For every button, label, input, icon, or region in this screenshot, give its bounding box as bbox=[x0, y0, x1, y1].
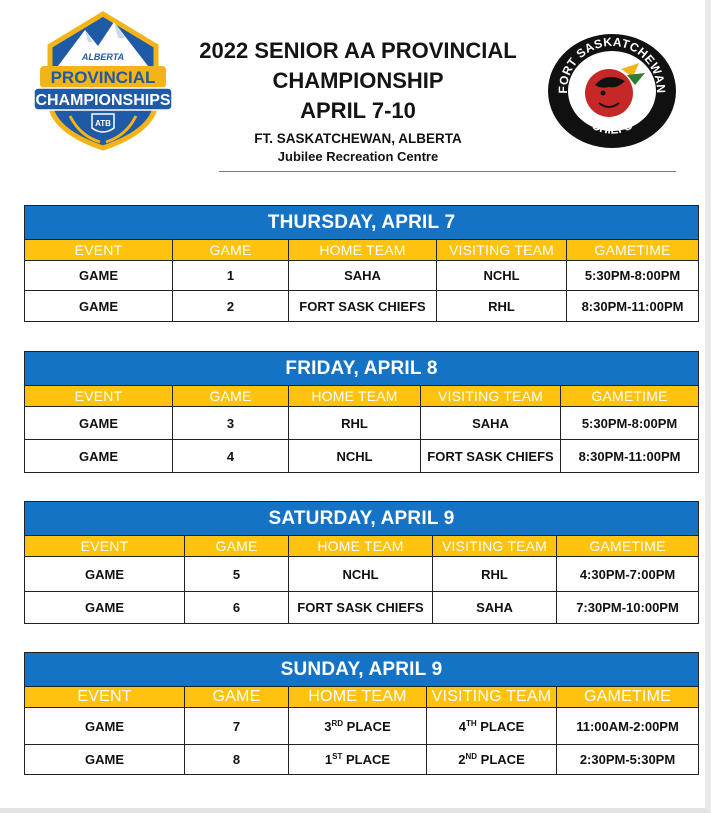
place-number: 1 bbox=[324, 752, 333, 767]
schedule-table-sunday bbox=[24, 652, 699, 775]
cell-visiting: RHL bbox=[437, 291, 567, 322]
cell-event: GAME bbox=[25, 708, 185, 745]
table-row bbox=[25, 592, 699, 624]
location-text: FT. SASKATCHEWAN, ALBERTA bbox=[254, 131, 462, 146]
table-row bbox=[25, 261, 699, 291]
cell-event: GAME bbox=[25, 440, 173, 473]
table-row bbox=[25, 407, 699, 440]
col-header-visiting-team: VISITING TEAM bbox=[437, 240, 567, 261]
cell-time: 8:30PM-11:00PM bbox=[567, 291, 699, 322]
col-header-home-team: HOME TEAM bbox=[289, 536, 433, 557]
fort-saskatchewan-chiefs-logo bbox=[547, 33, 677, 150]
cell-event: GAME bbox=[25, 592, 185, 624]
col-header-visiting-team: VISITING TEAM bbox=[433, 536, 557, 557]
venue-text: Jubilee Recreation Centre bbox=[277, 149, 439, 164]
logo-alberta-text: ALBERTA bbox=[81, 52, 125, 62]
col-header-home-team: HOME TEAM bbox=[289, 386, 421, 407]
col-header-game: GAME bbox=[173, 386, 289, 407]
cell-home: NCHL bbox=[289, 557, 433, 592]
logo-arc-top-text: FORT SASKATCHEWAN bbox=[555, 34, 669, 94]
page-title-dates: APRIL 7-10 bbox=[300, 98, 416, 123]
cell-event: GAME bbox=[25, 745, 185, 775]
cell-event: GAME bbox=[25, 291, 173, 322]
page-title-line-1: 2022 SENIOR AA PROVINCIAL bbox=[199, 38, 517, 63]
cell-event: GAME bbox=[25, 407, 173, 440]
cell-game: 4 bbox=[173, 440, 289, 473]
col-header-gametime: GAMETIME bbox=[557, 536, 699, 557]
cell-visiting: FORT SASK CHIEFS bbox=[421, 440, 561, 473]
day-title: THURSDAY, APRIL 7 bbox=[25, 206, 699, 240]
cell-time: 5:30PM-8:00PM bbox=[567, 261, 699, 291]
place-suffix: TH bbox=[465, 718, 477, 728]
place-word: PLACE bbox=[342, 752, 391, 767]
cell-home: FORT SASK CHIEFS bbox=[289, 291, 437, 322]
cell-game: 3 bbox=[173, 407, 289, 440]
cell-visiting: NCHL bbox=[437, 261, 567, 291]
cell-time: 8:30PM-11:00PM bbox=[561, 440, 699, 473]
day-title: SUNDAY, APRIL 9 bbox=[25, 653, 699, 687]
day-title: SATURDAY, APRIL 9 bbox=[25, 502, 699, 536]
logo-championships-text: CHAMPIONSHIPS bbox=[35, 92, 171, 109]
table-row bbox=[25, 557, 699, 592]
provincial-championships-logo bbox=[30, 8, 176, 153]
cell-game: 6 bbox=[185, 592, 289, 624]
cell-event: GAME bbox=[25, 557, 185, 592]
cell-game: 7 bbox=[185, 708, 289, 745]
cell-home: SAHA bbox=[289, 261, 437, 291]
cell-visiting bbox=[427, 708, 557, 745]
place-word: PLACE bbox=[476, 718, 525, 734]
table-row bbox=[25, 291, 699, 322]
cell-event: GAME bbox=[25, 261, 173, 291]
cell-home bbox=[289, 745, 427, 775]
place-suffix: ST bbox=[332, 752, 343, 761]
col-header-gametime: GAMETIME bbox=[567, 240, 699, 261]
schedule-table-thursday bbox=[24, 205, 699, 322]
col-header-gametime: GAMETIME bbox=[561, 386, 699, 407]
logo-arc-bottom-text: CHIEFS bbox=[589, 117, 635, 137]
place-suffix: RD bbox=[331, 718, 344, 728]
place-suffix: ND bbox=[465, 752, 478, 761]
place-number: 2 bbox=[458, 752, 466, 767]
cell-time: 5:30PM-8:00PM bbox=[561, 407, 699, 440]
cell-visiting: SAHA bbox=[433, 592, 557, 624]
cell-visiting bbox=[427, 745, 557, 775]
col-header-visiting-team: VISITING TEAM bbox=[421, 386, 561, 407]
cell-game: 5 bbox=[185, 557, 289, 592]
cell-time: 11:00AM-2:00PM bbox=[557, 708, 699, 745]
col-header-event: EVENT bbox=[25, 240, 173, 261]
page-title-line-2: CHAMPIONSHIP bbox=[272, 68, 444, 93]
cell-game: 1 bbox=[173, 261, 289, 291]
cell-home bbox=[289, 708, 427, 745]
cell-time: 4:30PM-7:00PM bbox=[557, 557, 699, 592]
place-number: 3 bbox=[324, 718, 332, 734]
place-word: PLACE bbox=[477, 752, 525, 767]
cell-visiting: RHL bbox=[433, 557, 557, 592]
col-header-visiting-team: VISITING TEAM bbox=[427, 687, 557, 708]
col-header-game: GAME bbox=[185, 687, 289, 708]
col-header-event: EVENT bbox=[25, 386, 173, 407]
cell-home: FORT SASK CHIEFS bbox=[289, 592, 433, 624]
cell-home: NCHL bbox=[289, 440, 421, 473]
cell-home: RHL bbox=[289, 407, 421, 440]
logo-atb-text: ATB bbox=[95, 119, 111, 128]
place-word: PLACE bbox=[343, 718, 391, 734]
schedule-table-friday bbox=[24, 351, 699, 473]
table-row bbox=[25, 745, 699, 775]
place-number: 4 bbox=[458, 718, 466, 734]
title-block bbox=[178, 36, 538, 166]
cell-game: 8 bbox=[185, 745, 289, 775]
col-header-event: EVENT bbox=[25, 536, 185, 557]
col-header-game: GAME bbox=[173, 240, 289, 261]
col-header-home-team: HOME TEAM bbox=[289, 240, 437, 261]
header-divider bbox=[219, 171, 676, 172]
cell-visiting: SAHA bbox=[421, 407, 561, 440]
cell-game: 2 bbox=[173, 291, 289, 322]
schedule-table-saturday bbox=[24, 501, 699, 624]
col-header-home-team: HOME TEAM bbox=[289, 687, 427, 708]
logo-provincial-text: PROVINCIAL bbox=[50, 68, 156, 87]
cell-time: 7:30PM-10:00PM bbox=[557, 592, 699, 624]
col-header-gametime: GAMETIME bbox=[557, 687, 699, 708]
cell-time: 2:30PM-5:30PM bbox=[557, 745, 699, 775]
col-header-game: GAME bbox=[185, 536, 289, 557]
day-title: FRIDAY, APRIL 8 bbox=[25, 352, 699, 386]
table-row bbox=[25, 440, 699, 473]
col-header-event: EVENT bbox=[25, 687, 185, 708]
table-row bbox=[25, 708, 699, 745]
